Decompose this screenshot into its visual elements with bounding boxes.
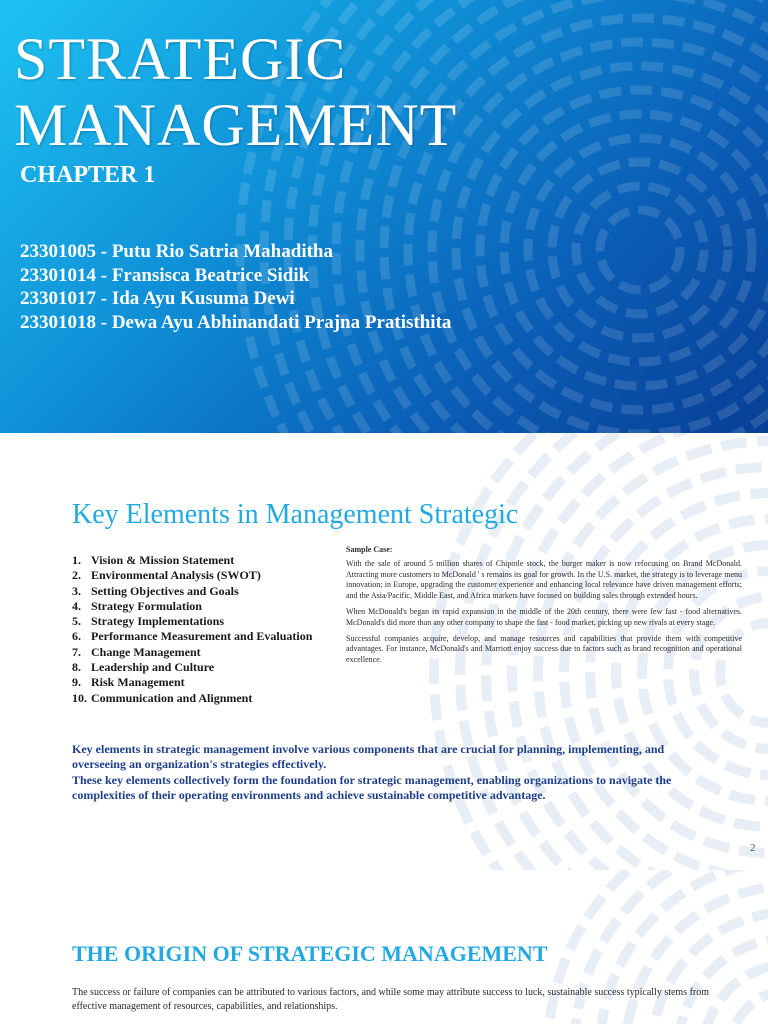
title-line-1: STRATEGIC bbox=[14, 26, 347, 92]
list-item: 7. Change Management bbox=[72, 644, 201, 659]
body-text: The success or failure of companies can be attributed to various factors, and while some may attribute success to luck, sustainable success typically stems from effective management of resources, capabilities, and relationships. bbox=[72, 987, 710, 1012]
author-item: 23301014 - Fransisca Beatrice Sidik bbox=[20, 264, 310, 286]
slide-heading: THE ORIGIN OF STRATEGIC MANAGEMENT bbox=[72, 941, 548, 966]
summary-paragraph: Key elements in strategic management involve various components that are crucial for planning, implementing, and overseeing an organization's strategies effectively. bbox=[72, 742, 665, 772]
chapter-label: CHAPTER 1 bbox=[20, 162, 156, 188]
list-item: 5. Strategy Implementations bbox=[72, 614, 224, 629]
sample-case-box bbox=[346, 545, 742, 671]
slide-title bbox=[0, 0, 768, 433]
list-item: 3. Setting Objectives and Goals bbox=[72, 583, 239, 598]
list-item: 1. Vision & Mission Statement bbox=[72, 553, 235, 567]
title-line-2: MANAGEMENT bbox=[14, 92, 458, 158]
author-item: 23301017 - Ida Ayu Kusuma Dewi bbox=[20, 288, 295, 309]
key-elements-list bbox=[72, 553, 312, 706]
sample-case-label: Sample Case: bbox=[346, 545, 393, 554]
page-number: 2 bbox=[750, 842, 756, 854]
list-item: 10. Communication and Alignment bbox=[72, 690, 253, 705]
case-paragraph: Successful companies acquire, develop, and manage resources and capabilities that provide them with competitive advantages. For instance, McDonald's and Marriott enjoy success due to factors such as brand recognition and operational excellence. bbox=[346, 633, 742, 665]
list-item: 4. Strategy Formulation bbox=[72, 598, 202, 613]
author-item: 23301005 - Putu Rio Satria Mahaditha bbox=[20, 241, 333, 262]
presentation-title bbox=[14, 26, 457, 158]
summary-text bbox=[72, 742, 712, 804]
author-item: 23301018 - Dewa Ayu Abhinandati Prajna Pratisthita bbox=[20, 311, 452, 333]
slide-heading: Key Elements in Management Strategic bbox=[72, 499, 519, 530]
list-item: 6. Performance Measurement and Evaluation bbox=[72, 629, 313, 644]
slide-key-elements bbox=[0, 433, 768, 870]
author-list bbox=[20, 240, 451, 334]
slide-origin bbox=[0, 870, 768, 1024]
case-paragraph: When McDonald's began its rapid expansion in the middle of the 20th century, there were few fast - food alternatives. McDonald's did more than any other company to shape the fast - food market, picking up new rivals at every stage. bbox=[346, 606, 742, 627]
list-item: 8. Leadership and Culture bbox=[72, 660, 215, 675]
case-paragraph: With the sale of around 5 million shares of Chipotle stock, the burger maker is now refocusing on Brand McDonald. Attracting more customers to McDonald ' s remains its goal for growth. In the U.S. market, the strategy is to leverage menu innovation; in Europe, upgrading the customer experience and enhancing local relevance have driven management efforts; and the Asia/Pacific, Middle East, and Africa markets have focused on building sales through extended hours. bbox=[346, 558, 742, 601]
summary-paragraph: These key elements collectively form the foundation for strategic management, enabling organizations to navigate the complexities of their operating environments and achieve sustainable competitive advantage. bbox=[72, 772, 672, 803]
list-item: 9. Risk Management bbox=[72, 675, 185, 690]
list-item: 2. Environmental Analysis (SWOT) bbox=[72, 568, 261, 583]
